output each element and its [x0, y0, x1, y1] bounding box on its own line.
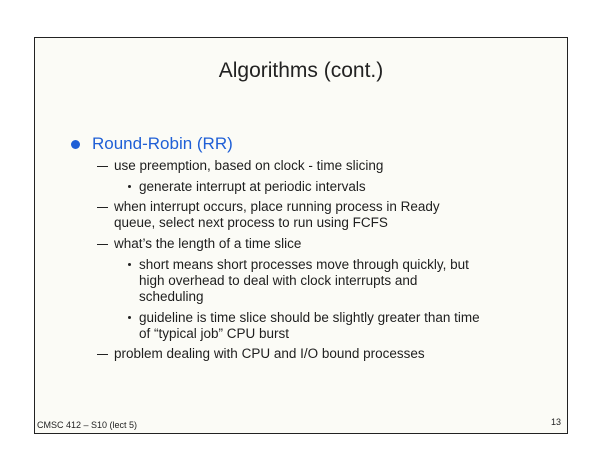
sub-bullet-icon	[128, 316, 131, 319]
dash-icon	[97, 244, 108, 245]
main-bullet	[71, 134, 233, 154]
point-text: use preemption, based on clock - time slicing	[114, 158, 384, 173]
point-text: high overhead to deal with clock interrupts and	[139, 273, 418, 288]
point-text: guideline is time slice should be slightly greater than time	[139, 310, 480, 325]
point-text: when interrupt occurs, place running process in Ready	[114, 199, 440, 214]
point-text: scheduling	[139, 289, 204, 304]
slide-footer: CMSC 412 – S10 (lect 5)	[37, 420, 138, 430]
point-text: problem dealing with CPU and I/O bound processes	[114, 346, 425, 361]
dash-icon	[97, 207, 108, 208]
slide-title: Algorithms (cont.)	[218, 59, 384, 82]
sub-bullet-icon	[128, 185, 131, 188]
point-text: queue, select next process to run using FCFS	[114, 215, 388, 230]
point-text: what’s the length of a time slice	[114, 236, 302, 251]
dash-icon	[97, 166, 108, 167]
dash-icon	[97, 354, 108, 355]
point-text: short means short processes move through quickly, but	[139, 257, 469, 272]
bullet-dot-icon	[71, 140, 80, 149]
point-text: of “typical job” CPU burst	[139, 326, 290, 341]
slide	[34, 37, 568, 434]
point-text: generate interrupt at periodic intervals	[139, 179, 366, 194]
page-number: 13	[550, 417, 561, 427]
main-bullet-heading: Round-Robin (RR)	[92, 134, 233, 153]
sub-bullet-icon	[128, 263, 131, 266]
